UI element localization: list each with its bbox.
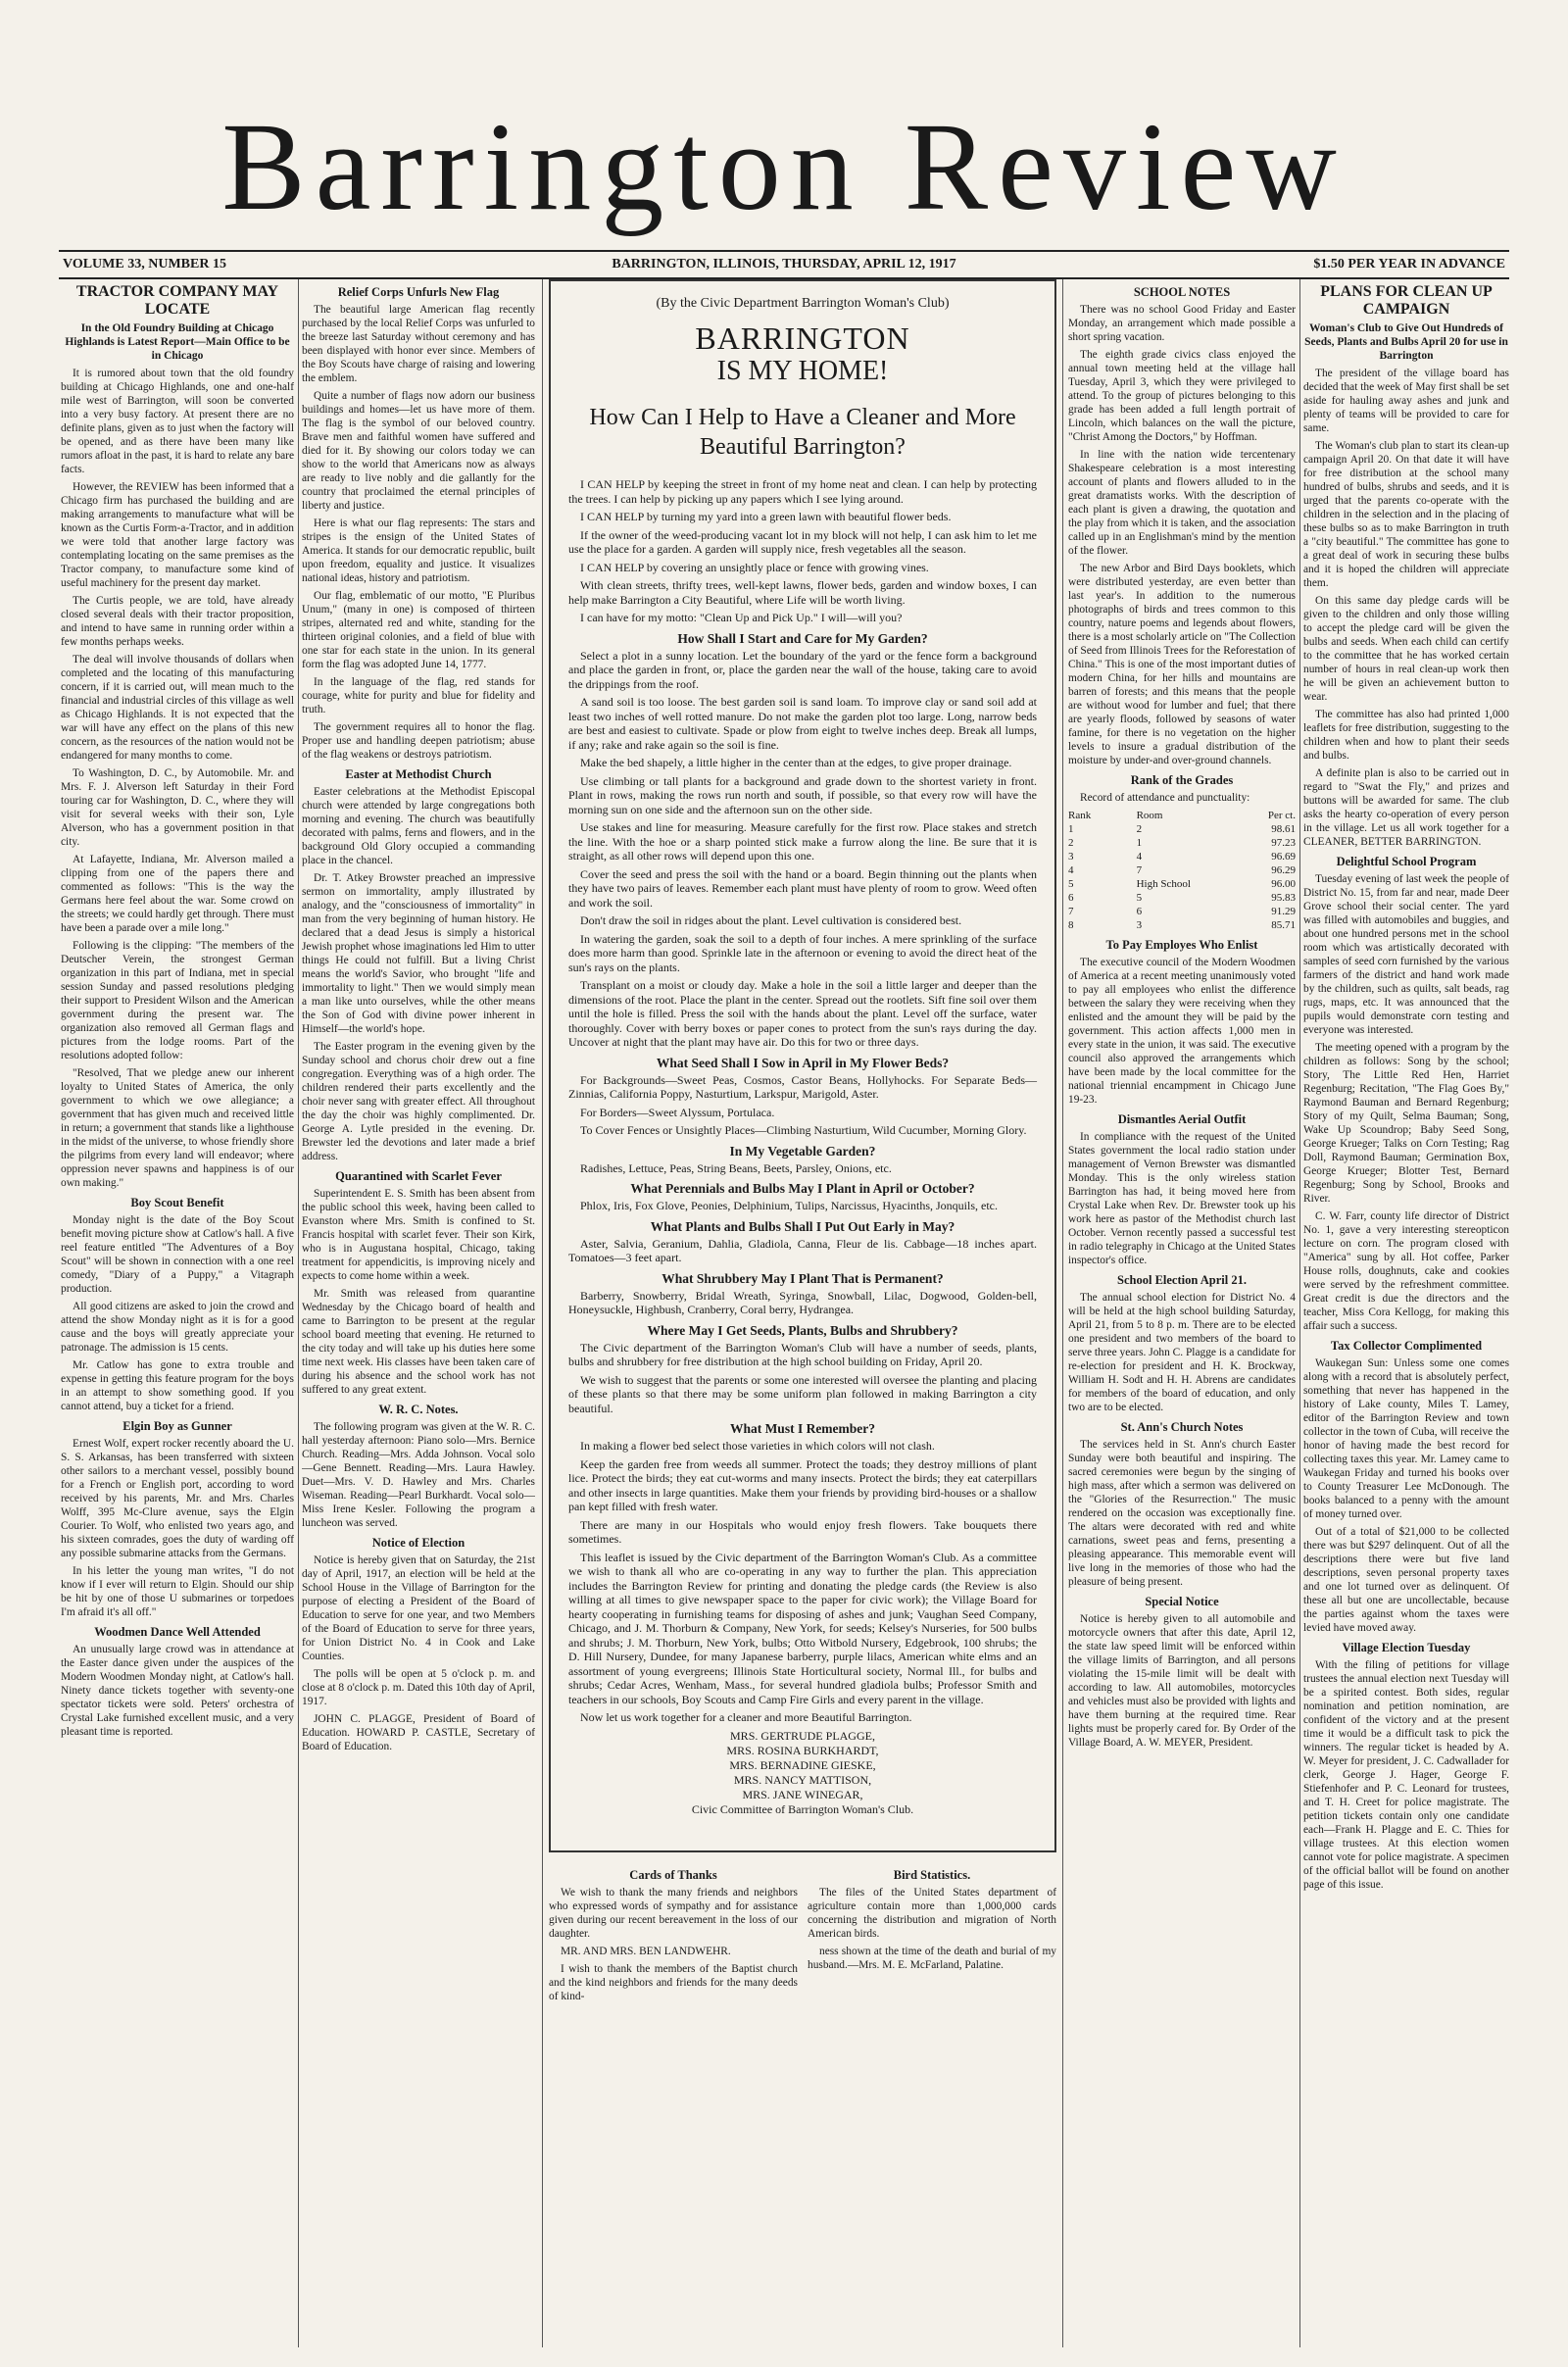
paragraph: Out of a total of $21,000 to be collected there was but $297 delinquent. Out of all the descriptions there were but five land descriptions, seven personal property taxes and one lot turned over as delinquent. Of these all but one are uncollectable, because the parties against whom the taxes were levied have moved away.	[1303, 1526, 1509, 1634]
room-cell: 3	[1136, 919, 1143, 931]
headline-tractor: TRACTOR COMPANY MAY LOCATE	[75, 283, 279, 318]
paragraph: To Washington, D. C., by Automobile. Mr. and Mrs. F. J. Alverson left Saturday in their Ford touring car for Washington, D. C., where they will visit for several weeks with their son, Lyle Alverson, who has a government position in that city.	[61, 767, 294, 848]
headline-boy-scout: Boy Scout Benefit	[130, 1196, 224, 1209]
paragraph: The polls will be open at 5 o'clock p. m. and close at 8 o'clock p. m. Dated this 10th day of April, 1917.	[302, 1668, 535, 1707]
subhead-garden: How Shall I Start and Care for My Garden?	[677, 630, 928, 646]
room-cell: 7	[1136, 864, 1143, 876]
room-cell: 4	[1136, 851, 1143, 863]
paragraph: For Backgrounds—Sweet Peas, Cosmos, Castor Beans, Hollyhocks. For Separate Beds—Zinnias, California Poppy, Nasturtium, Larkspur, Marigold, Aster.	[568, 1072, 1037, 1101]
feature-subtitle: IS MY HOME!	[716, 356, 889, 386]
headline-woodmen-dance: Woodmen Dance Well Attended	[94, 1625, 261, 1639]
headline-tax-collector: Tax Collector Complimented	[1330, 1339, 1483, 1353]
paragraph: MR. AND MRS. BEN LANDWEHR.	[561, 1946, 731, 1957]
rank-cell: 4	[1068, 864, 1074, 876]
column-rule	[542, 279, 543, 2347]
paragraph: Superintendent E. S. Smith has been absent from the public school this week, having been called to Evanston where Mrs. Smith is confined to St. Francis hospital with scarlet fever. Their son Kirk, who is in Augustana hospital, Chicago, taking treatment for appendicitis, is improving nicely and expects to come home within a week.	[302, 1188, 535, 1282]
paragraph: Mr. Smith was released from quarantine Wednesday by the Chicago board of health and came to Barrington to be present at the regular school board meeting that evening. He returned to the city today and will take up his duties here some time next week. His classes have been taken care of during his absence and the school work has not suffered to any great extent.	[302, 1288, 535, 1396]
paragraph: I can have for my motto: "Clean Up and Pick Up." I will—will you?	[580, 611, 903, 624]
column-3	[549, 279, 1056, 2347]
paragraph: The deal will involve thousands of dollars when completed and the locating of this manufacturing concern, if it is carried out, will mean much to the financial and industrial circles of this village as well as Chicago Highlands. It is not expected that the war will have any effect on the plans of this new concern, as the resources of the nation would not be endangered for many months to come.	[61, 654, 294, 762]
pct-cell: 98.61	[1271, 823, 1296, 835]
paragraph: The president of the village board has decided that the week of May first shall be set aside for hauling away ashes and junk and plenty of teams will be provided to care for same.	[1303, 368, 1509, 434]
masthead: Barrington Review	[221, 97, 1347, 236]
folio-line	[59, 250, 1509, 279]
paragraph: There was no school Good Friday and Easter Monday, an arrangement which made possible a short spring vacation.	[1068, 304, 1296, 343]
paragraph: An unusually large crowd was in attendance at the Easter dance given under the auspices of the Modern Woodmen Monday night, at Catlow's hall. Ninety dance tickets together with seventy-one spectator tickets were sold. Peters' orchestra of Crystal Lake furnished excellent music, and a very pleasant time is reported.	[61, 1644, 294, 1738]
paragraph: There are many in our Hospitals who would enjoy fresh flowers. Take bouquets there sometimes.	[568, 1517, 1037, 1546]
paragraph: However, the REVIEW has been informed that a Chicago firm has purchased the building and are making arrangements to manufacture what will be known as the Curtis Form-a-Tractor, and in addition we were told that another large factory was contemplating locating on the same premises as the Tractor company, to manufacture some kind of useful machinery for the present day market.	[61, 481, 294, 589]
paragraph: JOHN C. PLAGGE, President of Board of Education. HOWARD P. CASTLE, Secretary of Board of Education.	[302, 1713, 535, 1752]
paragraph: It is rumored about town that the old foundry building at Chicago Highlands, one and one-half mile west of Barrington, will soon be converted into a very busy factory. At present there are no definite plans, given as to just when the factory will be opened, and as there have been many like rumors afloat in the past, it is hard to relate any bare facts.	[61, 368, 294, 475]
paragraph: The Curtis people, we are told, have already closed several deals with their tractor proposition, and intend to have same in running order within a few months perhaps weeks.	[61, 595, 294, 648]
bottom-notices	[549, 1862, 1056, 2007]
headline-easter-methodist: Easter at Methodist Church	[345, 767, 492, 781]
paragraph: Radishes, Lettuce, Peas, String Beans, Beets, Parsley, Onions, etc.	[580, 1160, 892, 1175]
paragraph: Notice is hereby given that on Saturday, the 21st day of April, 1917, an election will be held at the School House in the Village of Barrington for the purpose of electing a President of the Board of Education to serve for one year, and two Members of the Board of Education to serve for three years, for Union District No. 4 in Cook and Lake Counties.	[302, 1554, 535, 1662]
paragraph: The committee has also had printed 1,000 leaflets for free distribution, suggesting to the children when and how to plant their seeds and bulbs.	[1303, 709, 1509, 762]
rank-cell: 3	[1068, 851, 1074, 863]
paragraph: Barberry, Snowberry, Bridal Wreath, Syringa, Snowball, Lilac, Dogwood, Golden-bell, Honeysuckle, Highbush, Cranberry, Coral berry, Hydrangea.	[568, 1288, 1037, 1316]
subhead-seed: What Seed Shall I Sow in April in My Flower Beds?	[656, 1055, 950, 1070]
headline-wrc-notes: W. R. C. Notes.	[378, 1403, 459, 1416]
paragraph: Use climbing or tall plants for a background and grade down to the shortest variety in front. Plant in rows, making the rows run north and south, if possible, so that every row will have the morning sun on one side and the afternoon sun on the other side.	[568, 773, 1037, 816]
room-cell: High School	[1136, 878, 1191, 890]
table-row	[1068, 905, 1296, 918]
paragraph: Monday night is the date of the Boy Scout benefit moving picture show at Catlow's hall. A five reel feature entitled "The Adventures of a Boy Scout" will be shown in connection with a one reel comedy, "Diary of a Puppy," a Vitagraph production.	[61, 1214, 294, 1295]
column-rule	[298, 279, 299, 2347]
paragraph: The government requires all to honor the flag. Proper use and handling deepen patriotism; abuse of the flag weakens or destroys patriotism.	[302, 721, 535, 761]
feature-byline: (By the Civic Department Barrington Woman's Club)	[656, 296, 950, 311]
paragraph: In compliance with the request of the United States government the local radio station under management of Vernon Brewster was dismantled Monday. This is the only wireless station Barrington has had, it being moved here from Crystal Lake when Rev. Dr. Brewster took up his work here as pastor of the Methodist church last October. Vernon recently passed a successful test in radio telegraphy in Chicago at the United States inspector's office.	[1068, 1131, 1296, 1266]
paragraph: Phlox, Iris, Fox Glove, Peonies, Delphinium, Tulips, Narcissus, Hyacinths, Jonquils, etc.	[580, 1199, 998, 1212]
subhead-may: What Plants and Bulbs Shall I Put Out Early in May?	[650, 1218, 956, 1234]
paragraph: A sand soil is too loose. The best garden soil is sand loam. To improve clay or sand soil add at least two inches of well rotted manure. Do not make the garden plot too large. Long, narrow beds are best and easiest to cultivate. Spade or plow from eight to twelve inches deep. Break all lumps, if any; rake and rake again so the soil is fine.	[568, 695, 1037, 752]
deck-tractor: In the Old Foundry Building at Chicago Highlands is Latest Report—Main Office to be in Chicago	[65, 322, 290, 362]
paragraph: The new Arbor and Bird Days booklets, which were distributed yesterday, are even better than last year's. In addition to the numerous photographs of birds and trees common to this country, nature poems and legends about flowers, there is a most scholarly article on "The Collection of Seed from Illinois Trees for the Reforestation of China." This is one of the most important duties of modern China, for her hills and mountains are barren of forests; and this means that the people are without wood for lumber and fuel; that there are yearly floods, followed by seasons of water famine, for there is no vegetation on the higher levels to insure a gradual distribution of the moisture by under-and over-ground channels.	[1068, 563, 1296, 766]
subhead-remember: What Must I Remember?	[729, 1421, 876, 1436]
paragraph: Now let us work together for a cleaner and more Beautiful Barrington.	[580, 1710, 912, 1724]
headline-st-anns: St. Ann's Church Notes	[1120, 1420, 1244, 1434]
paragraph: Our flag, emblematic of our motto, "E Pluribus Unum," (many in one) is composed of thirteen stripes, alternated red and white, standing for the thirteen original colonies, and a field of blue with one star for each state in the union. In its general form the flag was adopted June 14, 1777.	[302, 590, 535, 670]
paragraph: If the owner of the weed-producing vacant lot in my block will not help, I can ask him to let me use the place for a garden. A garden will supply nice, fresh vegetables all the season.	[568, 527, 1037, 556]
subscription-price: $1.50 PER YEAR IN ADVANCE	[1313, 257, 1505, 271]
paragraph: In his letter the young man writes, "I do not know if I ever will return to Elgin. Should our ship be hit by one of those U submarines or torpedoes I'm afraid it's all off."	[61, 1565, 294, 1618]
paragraph: Easter celebrations at the Methodist Episcopal church were attended by large congregations both morning and evening. The church was beautifully decorated with palms, ferns and flowers, and in the background Old Glory occupied a commanding place in the chancel.	[302, 786, 535, 866]
paragraph: Select a plot in a sunny location. Let the boundary of the yard or the fence form a background and place the garden in front, or, place the garden near the wall of the house, taking care to avoid the drippings from the roof.	[568, 648, 1037, 691]
paragraph: I CAN HELP by covering an unsightly place or fence with growing vines.	[580, 560, 929, 574]
signature: Civic Committee of Barrington Woman's Club.	[691, 1801, 914, 1816]
paragraph: I wish to thank the members of the Baptist church and the kind neighbors and friends for the many deeds of kind-	[549, 1963, 798, 2002]
paragraph: With clean streets, thrifty trees, well-kept lawns, flower beds, garden and window boxes, I can help make Barrington a City Beautiful, where Life will be worth living.	[568, 578, 1037, 607]
civic-feature-box	[549, 279, 1056, 1852]
rank-header-rank: Rank	[1068, 810, 1092, 821]
feature-question: How Can I Help to Have a Cleaner and More Beautiful Barrington?	[589, 405, 1016, 460]
paragraph: ness shown at the time of the death and burial of my husband.—Mrs. M. E. McFarland, Palatine.	[808, 1946, 1056, 1971]
paragraph: Notice is hereby given to all automobile and motorcycle owners that after this date, April 12, the state law speed limit will be enforced within the village limits of Barrington, and all persons violating the 15-mile limit will be dealt with according to law. All automobiles, motorcycles and vehicles must also be provided with lights and have them burning at the required time. Rear lights must be properly cared for. By Order of the Village Board, A. W. MEYER, President.	[1068, 1613, 1296, 1749]
paragraph: The eighth grade civics class enjoyed the annual town meeting held at the village hall Tuesday, April 3, which they were privileged to attend. To the group of pictures belonging to this grade has been added a full length portrait of Lincoln, which balances on the wall the picture, "Christ Among the Doctors," by Hoffman.	[1068, 349, 1296, 443]
column-4	[1068, 279, 1296, 2347]
headline-elgin-boy: Elgin Boy as Gunner	[122, 1419, 232, 1433]
room-cell: 5	[1136, 892, 1143, 904]
headline-special-notice: Special Notice	[1145, 1595, 1219, 1608]
paragraph: The meeting opened with a program by the children as follows: Song by the school; Story, The Little Red Hen, Harriet Regenburg; Recitation, "The Flag Goes By," Raymond Bauman and Bernard Regenburg; Story of my Quilt, Selma Bauman; Song, Wake Up Scoundrop; Baby Seed Song, George Krueger; Talks on Corn Testing; Rag Doll, Raymond Bauman; Germination Box, George Krueger; Blotter Test, Bernard Regenburg; Song by School, Brooks and River.	[1303, 1042, 1509, 1205]
paragraph: Use stakes and line for measuring. Measure carefully for the first row. Place stakes and stretch the line. With the hoe or a sharp pointed stick make a furrow along the line. Be sure that it is straight, as all other rows will depend upon this one.	[568, 820, 1037, 863]
paragraph: The beautiful large American flag recently purchased by the local Relief Corps was unfurled to the breeze last Saturday without ceremony and has been displayed with honor ever since. Members of the Boy Scouts have charge of raising and lowering the emblem.	[302, 304, 535, 384]
volume-number: VOLUME 33, NUMBER 15	[63, 257, 226, 271]
paragraph: Ernest Wolf, expert rocker recently aboard the U. S. S. Arkansas, has been transferred with sixteen other sailors to a merchant vessel, possibly bound for a French or English port, according to word received by his parents, Mr. and Mrs. Charles Wolff, 395 Mc-Clure avenue, says the Elgin Courier. To Wolf, who enlisted two years ago, and his sixteen comrades, goes the duty of warding off any possible submarine attacks from the Germans.	[61, 1438, 294, 1559]
rank-cell: 6	[1068, 892, 1074, 904]
paragraph: Keep the garden free from weeds all summer. Protect the toads; they destroy millions of plant lice. Protect the birds; they eat cut-worms and many insects. Protect the birds; they eat caterpillars and other insects in large quantities. Make them your friends by providing bird-houses or a shallow pan kept filled with fresh water.	[568, 1456, 1037, 1513]
deck-clean-up: Woman's Club to Give Out Hundreds of Seeds, Plants and Bulbs April 20 for use in Barrington	[1304, 322, 1508, 362]
paragraph: To Cover Fences or Unsightly Places—Climbing Nasturtium, Wild Cucumber, Morning Glory.	[580, 1123, 1027, 1137]
paragraph: Dr. T. Atkey Browster preached an impressive sermon on immortality, amply illustrated by analogy, and the "consciousness of immortality" in man from the very beginning of human history. He declared that a dead Jesus is simply a historical Jewish prophet whose imaginations led Him to utter things He could not fulfill. But a living Christ means the world's Savior, who brought "life and immortality to light." Then we would simply mean a man like unto ourselves, while the other means the Son of God with divine power inherent in Himself—the world's hope.	[302, 872, 535, 1035]
headline-school-program: Delightful School Program	[1336, 855, 1477, 868]
paragraph: Aster, Salvia, Geranium, Dahlia, Gladiola, Canna, Fleur de lis. Cabbage—18 inches apart. Tomatoes—3 feet apart.	[568, 1236, 1037, 1264]
paragraph: We wish to suggest that the parents or some one interested will oversee the planting and placing of these plants so that there may be some uniform plan followed in making Barrington a city beautiful.	[568, 1372, 1037, 1415]
paragraph: I CAN HELP by keeping the street in front of my home neat and clean. I can help by protecting the trees. I can help by picking up any papers which I see lying around.	[568, 477, 1037, 506]
headline-aerial: Dismantles Aerial Outfit	[1117, 1112, 1247, 1126]
subhead-perennials: What Perennials and Bulbs May I Plant in April or October?	[630, 1181, 975, 1196]
paragraph: Here is what our flag represents: The stars and stripes is the ensign of the United States of America. It stands for our democratic republic, built upon freedom, equality and justice. It visualizes national ideas, history and patriotism.	[302, 518, 535, 584]
column-5	[1303, 279, 1509, 2347]
headline-thanks: Cards of Thanks	[629, 1868, 717, 1882]
paragraph: All good citizens are asked to join the crowd and attend the show Monday night as it is for a good cause and the boys will greatly appreciate your patronage. The admission is 15 cents.	[61, 1301, 294, 1354]
room-cell: 2	[1136, 823, 1143, 835]
paragraph: The executive council of the Modern Woodmen of America at a recent meeting unanimously voted to pay all employees who enlist the difference between the salary they were receiving when they enlisted and the amount they will be paid by the government. This action affects 1,000 men in every state in the union, it was said. The executive council also approved the arrangements which have been made by the local committee for the national triennial encampment in Chicago June 19-23.	[1068, 957, 1296, 1106]
paragraph: With the filing of petitions for village trustees the annual election next Tuesday will be a spirited contest. Both sides, regular nomination and petition nomination, are confident of the victory and at the present time it would be a difficult task to pick the winners. The regular ticket is headed by A. W. Meyer for president, J. C. Cadwallader for clerk, George J. Hager, George F. Stiefenhofer and P. C. Leonard for trustees, and T. H. Creet for police magistrate. The petition tickets contain only one candidate each—Frank H. Plagge and E. C. Thies for village trustees. At this election women cannot vote for police magistrate. A specimen of the official ballot will be found on another page of this issue.	[1303, 1659, 1509, 1891]
paragraph: In the language of the flag, red stands for courage, white for purity and blue for fidelity and truth.	[302, 676, 535, 715]
paragraph: Don't draw the soil in ridges about the plant. Level cultivation is considered best.	[580, 913, 962, 927]
signature: MRS. GERTRUDE PLAGGE,	[730, 1728, 875, 1743]
paragraph: The services held in St. Ann's church Easter Sunday were both beautiful and inspiring. The sacred ceremonies were begun by the singing of high mass, after which a sermon was delivered on the "Glories of the Resurrection." The music rendered on the occasion was exceptionally fine. The altars were decorated with red and white carnations, sweet peas and ferns, presenting a pleasing appearance. This memorable event will live long in the memories of those who had the pleasure of being present.	[1068, 1439, 1296, 1588]
pct-cell: 96.69	[1271, 851, 1296, 863]
subhead-vegetable: In My Vegetable Garden?	[729, 1143, 876, 1159]
headline-clean-up: PLANS FOR CLEAN UP CAMPAIGN	[1320, 283, 1493, 318]
pct-cell: 91.29	[1271, 906, 1296, 917]
signature: MRS. BERNADINE GIESKE,	[729, 1757, 876, 1772]
signature: MRS. ROSINA BURKHARDT,	[726, 1743, 879, 1757]
paragraph: Cover the seed and press the soil with the hand or a board. Begin thinning out the plants when they have two pairs of leaves. Remember each plant must have plenty of room to grow. Weed often and work the soil.	[568, 866, 1037, 910]
feature-title: BARRINGTON	[695, 321, 910, 356]
rank-table-header	[1068, 809, 1296, 822]
headline-school-notes: SCHOOL NOTES	[1133, 285, 1231, 299]
pct-cell: 96.29	[1271, 864, 1296, 876]
headline-bird: Bird Statistics.	[893, 1868, 971, 1882]
headline-relief-corps: Relief Corps Unfurls New Flag	[337, 285, 500, 299]
paragraph: We wish to thank the many friends and neighbors who expressed words of sympathy and for assistance given during our recent bereavement in the loss of our daughter.	[549, 1887, 798, 1940]
headline-pay-employes: To Pay Employes Who Enlist	[1105, 938, 1258, 952]
table-row	[1068, 891, 1296, 905]
paragraph: Make the bed shapely, a little higher in the center than at the edges, to give proper drainage.	[580, 756, 1012, 769]
paragraph: This leaflet is issued by the Civic department of the Barrington Woman's Club. As a committee we wish to thank all who are co-operating in any way to further the plan. This appreciation includes the Barrington Review for printing and donating the pledge cards (the Review is also willing at all times to give newspaper space to the paper for civic work); the Village Board for hearty cooperating in furnishing teams for disposing of ashes and junk; Vaughan Seed Company, Chicago, and J. M. Thorburn & Company, New York, for seeds; Kelsey's Nurseries, for 500 bulbs and shrubs; J. M. Thorburn, New York, bulbs; Otto Witbold Nursery, Edgebrook, 100 shrubs; the D. Hill Nursery, Dundee, for many Japanese barberry, purple lilacs, American white elms and an assortment of young evergreens; Illinois State Horticultural society, Normal Ill., for bulbs and shrubs; Cedar Acres, Wenham, Mass., for several hundred gladiola bulbs; Professor Smith and teachers in our schools, Boy Scouts and Camp Fire Girls and every parent in the village.	[568, 1550, 1037, 1706]
paragraph: The Civic department of the Barrington Woman's Club will have a number of seeds, plants, bulbs and shrubbery for free distribution at the high school building on Friday, April 20.	[568, 1340, 1037, 1368]
headline-village-election: Village Election Tuesday	[1342, 1641, 1471, 1654]
paragraph: In making a flower bed select those varieties in which colors will not clash.	[580, 1439, 935, 1453]
subhead-shrubbery: What Shrubbery May I Plant That is Permanent?	[662, 1270, 944, 1286]
rank-cell: 7	[1068, 906, 1074, 917]
paragraph: Quite a number of flags now adorn our business buildings and homes—let us have more of them. The flag is the symbol of our beloved country. Brave men and faithful women have suffered and died for it. By showing our colors today we can show to the world that Americans now as always are ready to live nobly and die gallantly for the country that proclaimed the eternal principles of liberty and justice.	[302, 390, 535, 512]
column-rule	[1062, 279, 1063, 2347]
rank-cell: 8	[1068, 919, 1074, 931]
column-rule	[1299, 279, 1300, 2347]
paragraph: Following is the clipping: "The members of the Deutscher Verein, the strongest German organization in this part of Indiana, met in special session Sunday and passed resolutions pledging their support to President Wilson and the American government during the present war. The organization also removed all German flags and pictures from the lodge rooms. Part of the resolutions adopted follow:	[61, 940, 294, 1061]
pct-cell: 96.00	[1271, 878, 1296, 890]
room-cell: 1	[1136, 837, 1143, 849]
bird-statistics	[808, 1862, 1056, 2007]
pct-cell: 95.83	[1271, 892, 1296, 904]
paragraph: The files of the United States department of agriculture contain more than 1,000,000 cards concerning the distribution and migration of North American birds.	[808, 1887, 1056, 1940]
signature: MRS. JANE WINEGAR,	[742, 1787, 863, 1801]
rank-header-pct: Per ct.	[1267, 810, 1296, 821]
pct-cell: 97.23	[1271, 837, 1296, 849]
rank-cell: 5	[1068, 878, 1074, 890]
paragraph: I CAN HELP by turning my yard into a green lawn with beautiful flower beds.	[580, 510, 952, 523]
rank-cell: 1	[1068, 823, 1074, 835]
paragraph: The following program was given at the W. R. C. hall yesterday afternoon: Piano solo—Mrs. Bernice Church. Reading—Mrs. Adda Johnson. Vocal solo—Gene Bennett. Reading—Mrs. Laura Hawley. Duet—Mrs. V. D. Hawley and Mrs. Charles Wiseman. Reading—Pearl Burkhardt. Vocal solo—Miss Irene Kesler. Following the program a luncheon was served.	[302, 1421, 535, 1529]
subhead-where: Where May I Get Seeds, Plants, Bulbs and Shrubbery?	[647, 1322, 958, 1338]
paragraph: For Borders—Sweet Alyssum, Portulaca.	[580, 1105, 775, 1119]
headline-notice-election: Notice of Election	[371, 1536, 466, 1550]
column-2	[302, 279, 535, 2347]
paragraph: The Woman's club plan to start its clean-up campaign April 20. On that date it will have for free distribution at the school many hundred of bulbs, shrubs and seeds, and it is urged that the parents co-operate with the children in the selection and in the placing of these bulbs so as to make Barrington in truth a "city beautiful." The committee has gone to a great deal of work in securing these bulbs and it is hoped the children will appreciate them.	[1303, 440, 1509, 589]
paragraph: C. W. Farr, county life director of District No. 1, gave a very interesting stereopticon lecture on corn. The program closed with "America" sung by all. Hot coffee, Parker House rolls, doughnuts, cake and cookies were served by the refreshment committee. Great credit is due the directors and the teacher, Miss Cora Kellogg, for making this affair such a success.	[1303, 1210, 1509, 1332]
paragraph: The annual school election for District No. 4 will be held at the high school building Saturday, April 21, from 5 to 8 p. m. There are to be elected one president and two members of the board to serve three years. John C. Plagge is a candidate for re-election for president and H. K. Brockway, William H. Sodt and H. H. Abrens are candidates for members of the board of education, and only two are to be elected.	[1068, 1292, 1296, 1413]
dateline: BARRINGTON, ILLINOIS, THURSDAY, APRIL 12, 1917	[612, 257, 956, 271]
table-row	[1068, 836, 1296, 850]
table-row	[1068, 850, 1296, 863]
pct-cell: 85.71	[1271, 919, 1296, 931]
headline-rank: Rank of the Grades	[1130, 773, 1234, 787]
paragraph: Mr. Catlow has gone to extra trouble and expense in getting this feature program for the boys in an attempt to show something good. If you cannot attend, buy a ticket for a friend.	[61, 1359, 294, 1412]
paragraph: A definite plan is also to be carried out in regard to "Swat the Fly," and prizes and buttons will be awarded for same. The club asks the hearty co-operation of every person in the village. Let us all work together for a CLEANER, BETTER BARRINGTON.	[1303, 767, 1509, 848]
paragraph: Waukegan Sun: Unless some one comes along with a record that is absolutely perfect, something that never has happened in the history of Lake county, Miles T. Lamey, editor of the Barrington Review and town collector in the town of Cuba, will receive the honor of having made the best record for collecting taxes this year. Mr. Lamey came to Waukegan Friday and turned his books over to County Treasurer Lee McDonough. The books balanced to a penny with the amount of money turned over.	[1303, 1357, 1509, 1520]
paragraph: Record of attendance and punctuality:	[1080, 792, 1250, 804]
headline-quarantined: Quarantined with Scarlet Fever	[335, 1169, 502, 1183]
paragraph: Tuesday evening of last week the people of District No. 15, from far and near, made Deer Grove school their social center. The yard was filled with automobiles and buggies, and about one hundred persons met in the school room which was artistically decorated with samples of seed corn furnished by the various farmers of the district and hand work made by the children, such as quilts, salt beads, rag rugs, maps, etc. It was announced that the pupils would demonstrate corn testing and everyone was interested.	[1303, 873, 1509, 1036]
rank-header-room: Room	[1136, 810, 1163, 821]
room-cell: 6	[1136, 906, 1143, 917]
signature: MRS. NANCY MATTISON,	[733, 1772, 872, 1787]
paragraph: In line with the nation wide tercentenary Shakespeare celebration is a most interesting account of plants and flowers alluded to in the great dramatists works. With the description of each plant is given a drawing, the quotation and the play from which it is taken, and the association called up in an Englishman's mind by the mention of the flower.	[1068, 449, 1296, 557]
table-row	[1068, 822, 1296, 836]
paragraph: In watering the garden, soak the soil to a depth of four inches. A mere sprinkling of the surface does more harm than good. Sprinkle late in the afternoon or evening to avoid the direct heat of the sun's rays on the plants.	[568, 931, 1037, 974]
paragraph: Transplant on a moist or cloudy day. Make a hole in the soil a little larger and deeper than the dimensions of the root. Place the plant in the center. Spread out the rootlets. Sift fine soil over them until the hole is filled. Press the soil with the hands about the plant. Level off the surface, water thoroughly. Cover with berry boxes or paper cones to protect from the sun's rays during the day. Uncover at night that the plant may have air. Do this for two or three days.	[568, 978, 1037, 1049]
column-1	[61, 279, 294, 2347]
paragraph: The Easter program in the evening given by the Sunday school and chorus choir drew out a fine congregation. Everything was of a high order. The children rendered their parts excellently and the choir never sang with greater effect. All throughout the day the choir was highly complimented. Dr. George A. Lytle presided in the evening. Dr. Brewster led the devotions and later made a brief address.	[302, 1041, 535, 1162]
paragraph: On this same day pledge cards will be given to the children and only those willing to accept the pledge card will be given the bulbs and seeds. When each child can certify to the committee that he has worked certain number of hours in real clean-up work then he will be given an achievement button to wear.	[1303, 595, 1509, 703]
paragraph: At Lafayette, Indiana, Mr. Alverson mailed a clipping from one of the papers there and commented as follows: "This is the way the Germans here feel about the war. Some crowd on the streets; we could hardly get through. There must have been a parade over a mile long."	[61, 854, 294, 934]
table-row	[1068, 918, 1296, 932]
rank-cell: 2	[1068, 837, 1074, 849]
cards-of-thanks	[549, 1862, 798, 2007]
paragraph: "Resolved, That we pledge anew our inherent loyalty to United States of America, the only government to which we owe allegiance; a government that has given much and received little in return; a government that stands like a lighthouse in the midst of the universe, to whose friendly shore the pilgrims from every land will endeavor; where oppression never spawns and happiness is of our own making."	[61, 1067, 294, 1189]
headline-school-election: School Election April 21.	[1117, 1273, 1247, 1287]
table-row	[1068, 863, 1296, 877]
table-row	[1068, 877, 1296, 891]
